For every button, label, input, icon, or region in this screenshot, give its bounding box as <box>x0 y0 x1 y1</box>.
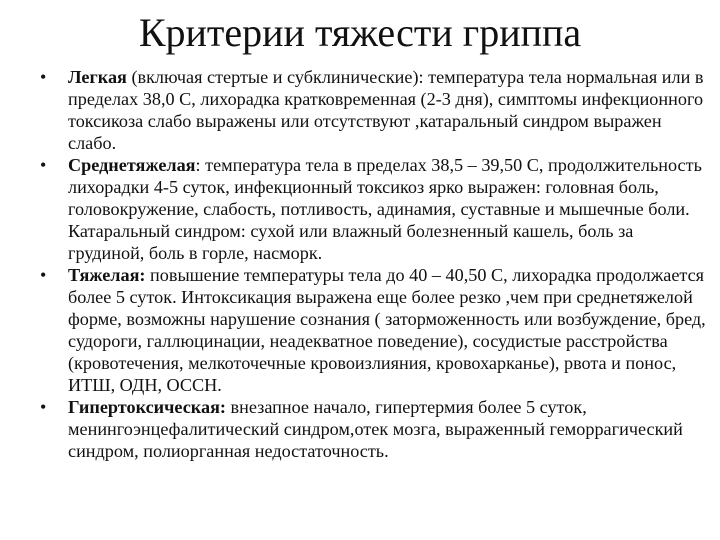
bullet-text: внезапное начало, гипертермия более 5 суток, менингоэнцефалитический синдром,отек мозга, выраженный геморрагический синдром, полиорганная недостаточность. <box>68 397 683 461</box>
bullet-item-hypertoxic <box>40 396 708 462</box>
bullet-item-moderate <box>40 154 708 264</box>
bullet-text: (включая стертые и субклинические): температура тела нормальная или в пределах 38,0 С, лихорадка кратковременная (2-3 дня), симптомы инфекционного токсикоза слабо выражены или отсутствуют ,катаральный синдром выражен слабо. <box>68 67 704 153</box>
bullet-dot-icon: • <box>40 67 47 87</box>
bullet-dot-icon: • <box>40 155 47 175</box>
bullet-dot-icon: • <box>40 397 47 417</box>
bullet-term: Гипертоксическая: <box>68 397 226 417</box>
bullet-item-mild <box>40 66 708 154</box>
bullet-text: повышение температуры тела до 40 – 40,50 С, лихорадка продолжается более 5 суток. Интоксикация выражена еще более резко ,чем при среднетяжелой форме, возможны нарушение сознания ( заторможенность или возбуждение, бред, судороги, галлюцинации, неадекватное поведение), сосудистые расстройства (кровотечения, мелкоточечные кровоизлияния, кровохарканье), рвота и понос, ИТШ, ОДН, ОССН. <box>68 265 706 395</box>
bullet-term: Легкая <box>68 67 127 87</box>
bullet-item-severe <box>40 264 708 396</box>
bullet-text: : температура тела в пределах 38,5 – 39,50 С, продолжительность лихорадки 4-5 суток, инфекционный токсикоз ярко выражен: головная боль, головокружение, слабость, потливость, адинамия, суставные и мышечные боли. Катаральный синдром: сухой или влажный болезненный кашель, боль за грудиной, боль в горле, насморк. <box>68 155 702 263</box>
slide-title: Критерии тяжести гриппа <box>138 10 582 55</box>
bullet-term: Тяжелая: <box>68 265 146 285</box>
bullet-dot-icon: • <box>40 265 47 285</box>
bullet-list <box>40 66 708 462</box>
bullet-term: Среднетяжелая <box>68 155 196 175</box>
